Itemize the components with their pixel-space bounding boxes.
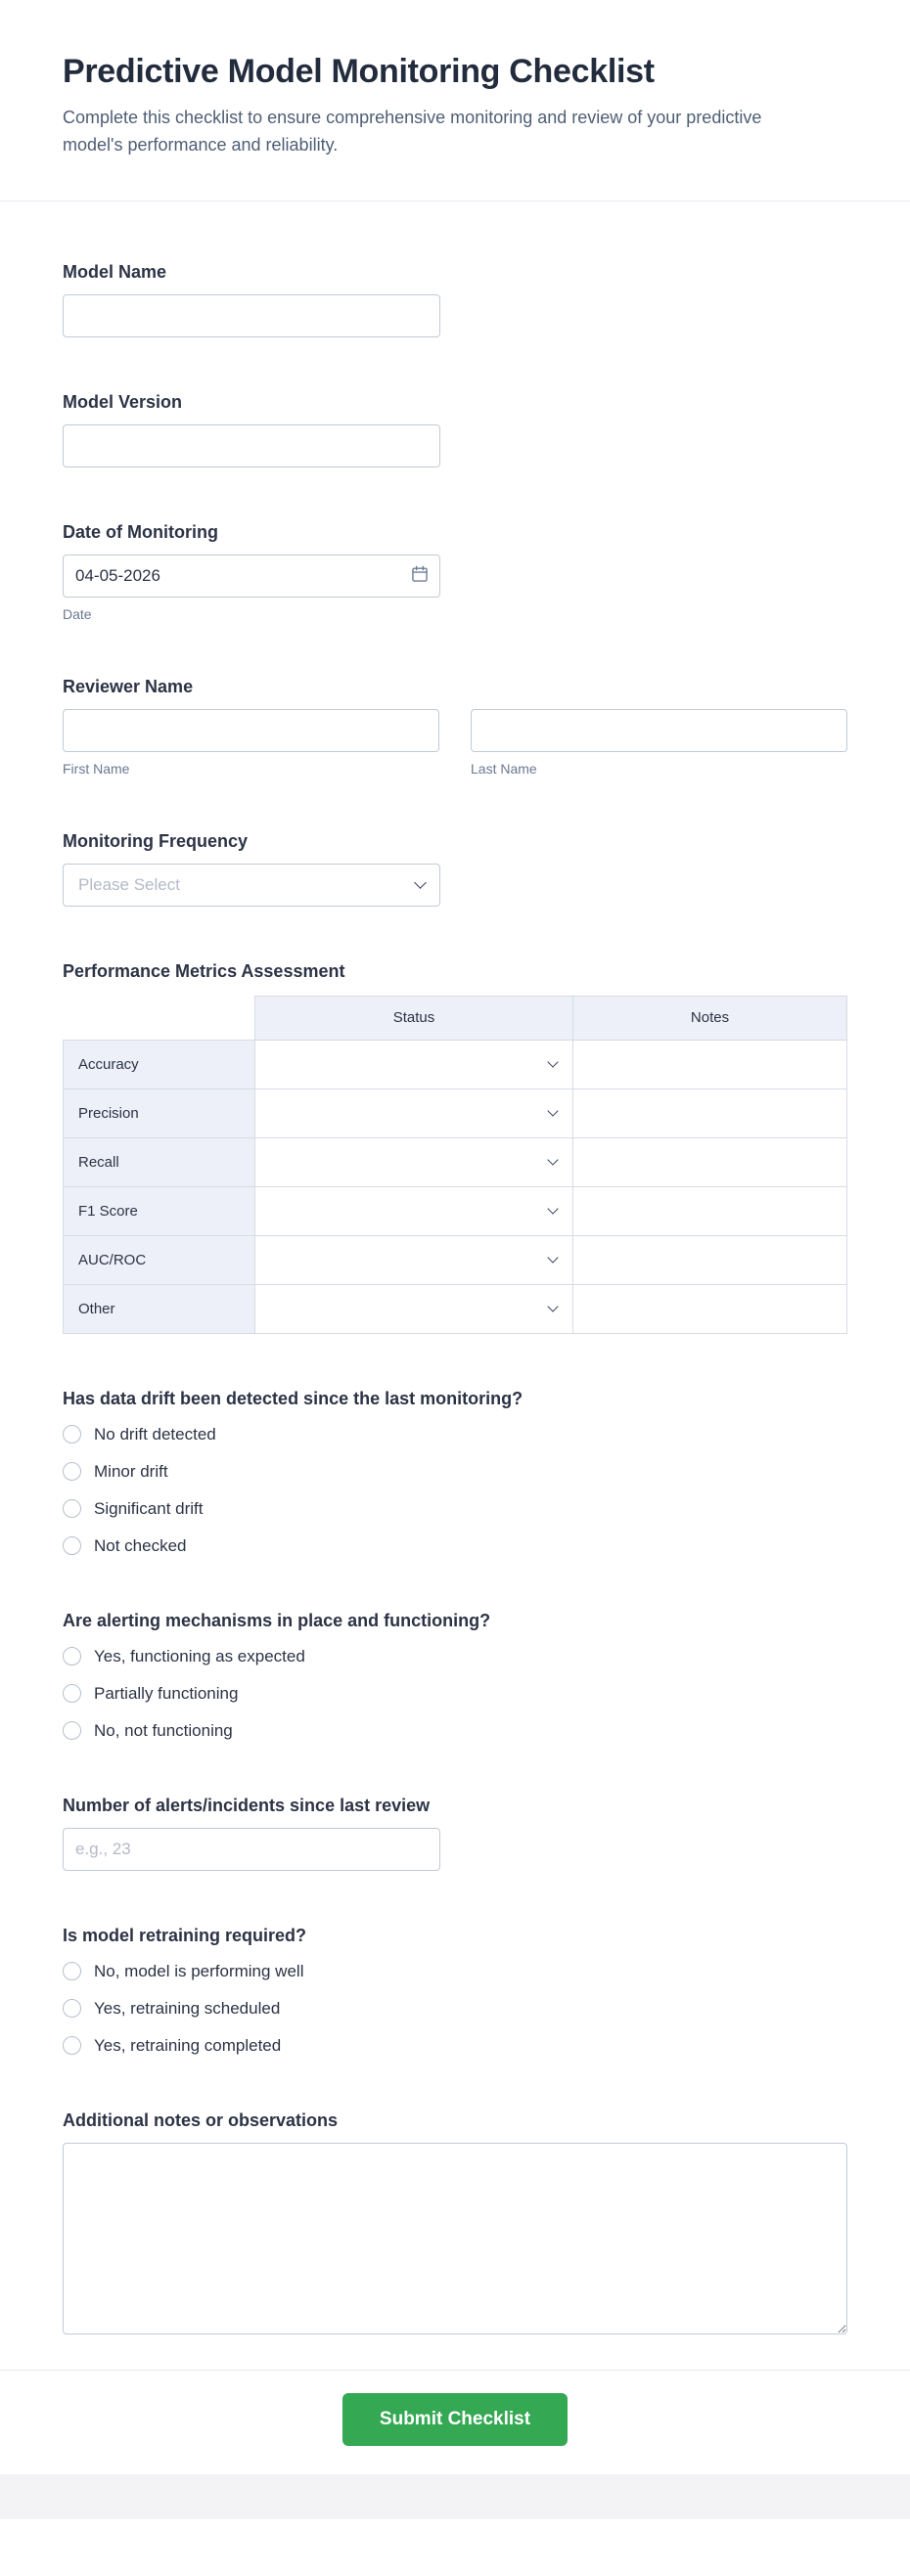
chevron-down-icon (547, 1057, 558, 1068)
radio-option-partially-functioning[interactable] (63, 1684, 847, 1704)
radio-button-icon[interactable] (63, 2036, 81, 2055)
chevron-down-icon (547, 1302, 558, 1312)
field-data-drift (63, 1389, 847, 1556)
form-footer (0, 2370, 910, 2474)
metrics-row-accuracy (64, 1040, 847, 1088)
first-name-sublabel: First Name (63, 760, 130, 777)
alerts-count-input[interactable] (63, 1828, 440, 1871)
radio-option-label: No drift detected (94, 1424, 216, 1443)
metrics-header-row (64, 996, 847, 1040)
date-sublabel: Date (63, 605, 92, 622)
metrics-table (63, 996, 847, 1334)
alerts-count-label: Number of alerts/incidents since last review (63, 1795, 431, 1815)
metrics-table-label: Performance Metrics Assessment (63, 960, 345, 981)
metrics-status-select-4[interactable] (255, 1235, 573, 1284)
radio-option-label: No, model is performing well (94, 1961, 304, 1980)
notes-label: Additional notes or observations (63, 2110, 339, 2130)
radio-option-not-functioning[interactable] (63, 1721, 847, 1741)
alerting-label: Are alerting mechanisms in place and functioning? (63, 1610, 491, 1630)
radio-option-no-drift[interactable] (63, 1425, 847, 1444)
radio-option-label: Minor drift (94, 1461, 168, 1481)
chevron-down-icon (414, 876, 427, 889)
radio-option-retraining-scheduled[interactable] (63, 1999, 847, 2019)
metrics-row-label: Recall (64, 1137, 255, 1186)
last-name-sublabel: Last Name (471, 760, 537, 777)
metrics-notes-cell-3 (573, 1186, 847, 1235)
metrics-notes-input-2[interactable] (573, 1138, 846, 1185)
data-drift-options (63, 1425, 847, 1556)
chevron-down-icon (547, 1155, 558, 1166)
chevron-down-icon (547, 1253, 558, 1264)
field-alerting (63, 1611, 847, 1741)
metrics-row-label: AUC/ROC (64, 1235, 255, 1284)
model-name-input[interactable] (63, 294, 440, 337)
notes-textarea[interactable] (63, 2143, 847, 2334)
form-subtitle: Complete this checklist to ensure comprehensive monitoring and review of your predictive model's performance and reliability. (63, 108, 762, 155)
radio-option-label: Yes, retraining scheduled (94, 1998, 281, 2018)
metrics-notes-cell-0 (573, 1040, 847, 1088)
metrics-row-label: Accuracy (64, 1040, 255, 1088)
radio-button-icon[interactable] (63, 1425, 81, 1443)
radio-option-label: Not checked (94, 1535, 187, 1555)
metrics-status-select-0[interactable] (255, 1040, 573, 1088)
field-model-version (63, 392, 847, 467)
model-version-input[interactable] (63, 424, 440, 467)
field-reviewer-name (63, 677, 847, 777)
metrics-row-other (64, 1284, 847, 1333)
metrics-notes-input-1[interactable] (573, 1089, 846, 1136)
metrics-notes-input-3[interactable] (573, 1187, 846, 1234)
calendar-icon (410, 564, 430, 587)
alerting-options (63, 1647, 847, 1741)
radio-option-retraining-completed[interactable] (63, 2036, 847, 2056)
metrics-col-status: Status (255, 996, 573, 1040)
reviewer-name-row (63, 709, 847, 777)
radio-option-label: No, not functioning (94, 1720, 233, 1740)
metrics-notes-input-4[interactable] (573, 1236, 846, 1283)
field-alerts-count (63, 1796, 847, 1871)
date-input[interactable] (63, 555, 440, 598)
metrics-row-recall (64, 1137, 847, 1186)
radio-option-label: Yes, retraining completed (94, 2035, 282, 2055)
field-metrics-table (63, 961, 847, 1334)
page-background-strip (0, 2474, 910, 2519)
radio-option-minor-drift[interactable] (63, 1462, 847, 1482)
submit-button[interactable]: Submit Checklist (342, 2393, 568, 2446)
select-placeholder-text: Please Select (78, 874, 180, 894)
radio-option-label: Yes, functioning as expected (94, 1646, 305, 1666)
metrics-corner-cell (64, 996, 255, 1040)
radio-button-icon[interactable] (63, 1962, 81, 1980)
model-name-label: Model Name (63, 261, 167, 282)
metrics-status-select-2[interactable] (255, 1137, 573, 1186)
first-name-input[interactable] (63, 709, 439, 752)
metrics-notes-cell-2 (573, 1137, 847, 1186)
metrics-notes-cell-1 (573, 1088, 847, 1137)
radio-option-label: Partially functioning (94, 1683, 239, 1703)
field-date-of-monitoring (63, 522, 847, 622)
retraining-options (63, 1962, 847, 2056)
metrics-notes-input-5[interactable] (573, 1285, 846, 1332)
last-name-input[interactable] (471, 709, 847, 752)
last-name-col (471, 709, 847, 777)
form-title: Predictive Model Monitoring Checklist (63, 53, 655, 90)
radio-option-not-checked[interactable] (63, 1536, 847, 1556)
metrics-notes-cell-5 (573, 1284, 847, 1333)
monitoring-frequency-label: Monitoring Frequency (63, 830, 248, 851)
metrics-notes-cell-4 (573, 1235, 847, 1284)
metrics-row-precision (64, 1088, 847, 1137)
radio-button-icon[interactable] (63, 1499, 81, 1518)
radio-button-icon[interactable] (63, 1999, 81, 2018)
metrics-status-select-3[interactable] (255, 1186, 573, 1235)
radio-option-significant-drift[interactable] (63, 1499, 847, 1519)
form-header (0, 0, 910, 201)
metrics-status-select-1[interactable] (255, 1088, 573, 1137)
date-input-wrap (63, 555, 440, 598)
metrics-notes-input-0[interactable] (573, 1041, 846, 1088)
chevron-down-icon (547, 1106, 558, 1117)
field-notes (63, 2110, 847, 2334)
metrics-col-notes: Notes (573, 996, 847, 1040)
radio-button-icon[interactable] (63, 1721, 81, 1740)
radio-button-icon[interactable] (63, 1462, 81, 1481)
metrics-row-label: Other (64, 1284, 255, 1333)
metrics-row-f1-score (64, 1186, 847, 1235)
radio-option-functioning[interactable] (63, 1647, 847, 1666)
field-monitoring-frequency (63, 831, 847, 907)
first-name-col (63, 709, 439, 777)
radio-button-icon[interactable] (63, 1684, 81, 1703)
radio-option-performing-well[interactable] (63, 1962, 847, 1981)
metrics-row-label: Precision (64, 1088, 255, 1137)
data-drift-label: Has data drift been detected since the last monitoring? (63, 1388, 523, 1408)
form-body (0, 201, 910, 2370)
metrics-row-label: F1 Score (64, 1186, 255, 1235)
radio-option-label: Significant drift (94, 1498, 204, 1518)
calendar-picker-button[interactable] (400, 555, 439, 597)
field-model-name (63, 262, 847, 337)
retraining-label: Is model retraining required? (63, 1925, 307, 1945)
reviewer-name-label: Reviewer Name (63, 676, 194, 696)
radio-button-icon[interactable] (63, 1647, 81, 1666)
date-label: Date of Monitoring (63, 521, 218, 542)
monitoring-frequency-select[interactable] (63, 864, 440, 907)
field-retraining (63, 1926, 847, 2056)
metrics-status-select-5[interactable] (255, 1284, 573, 1333)
metrics-row-auc-roc (64, 1235, 847, 1284)
model-version-label: Model Version (63, 391, 183, 412)
radio-button-icon[interactable] (63, 1536, 81, 1555)
chevron-down-icon (547, 1204, 558, 1215)
